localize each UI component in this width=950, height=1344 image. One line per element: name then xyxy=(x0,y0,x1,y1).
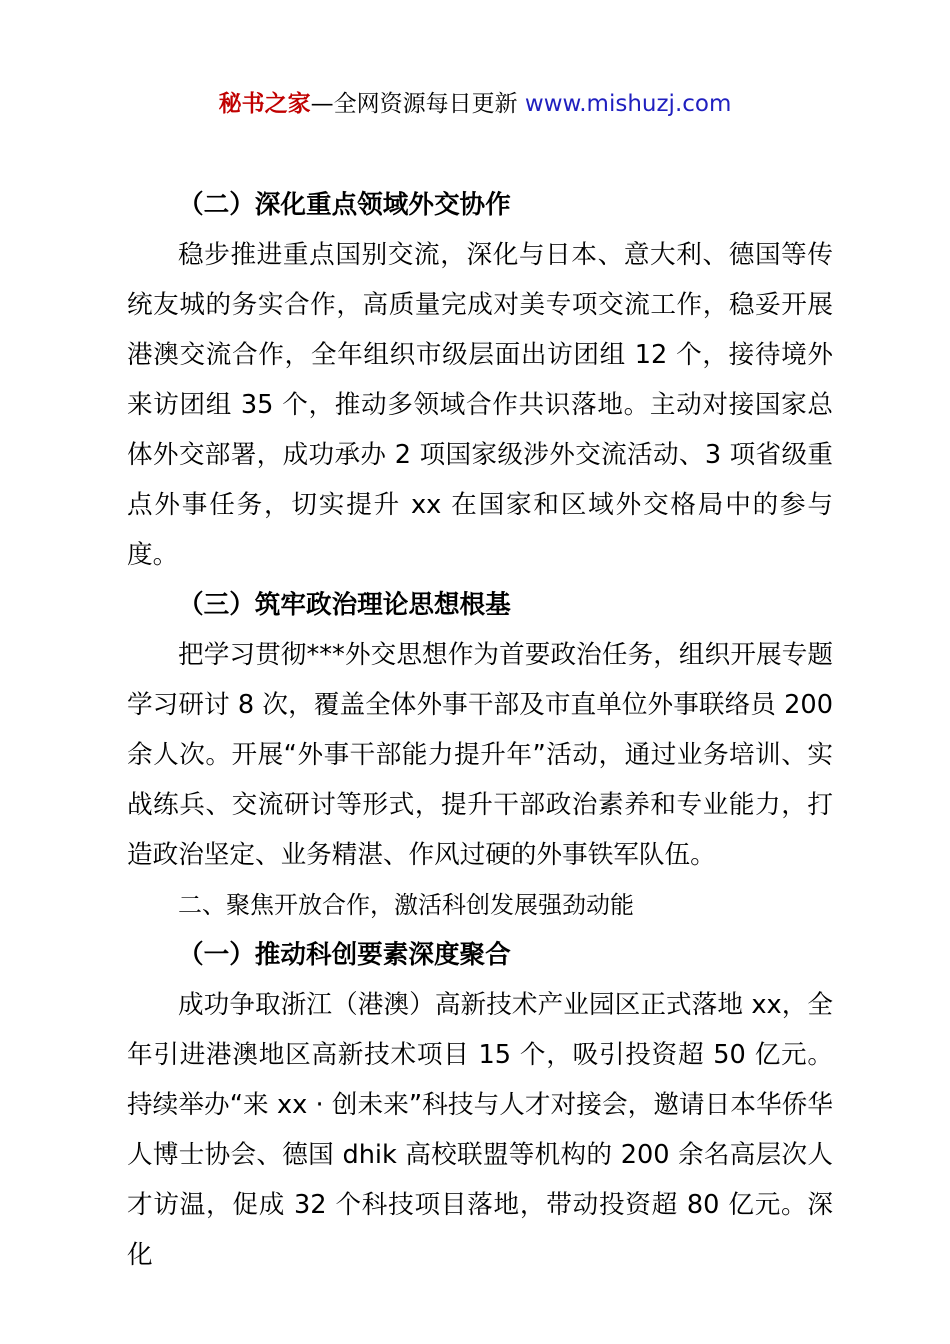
paragraph-innovation-elements: 成功争取浙江（港澳）高新技术产业园区正式落地 xx，全年引进港澳地区高新技术项目 15 个，吸引投资超 50 亿元。持续举办“来 xx · 创未来”科技与人才对接会，邀请日本华侨华人博士协会、德国 dhik 高校联盟等机构的 200 余名高层次人才访温，促成 32 个科技项目落地，带动投资超 80 亿元。深化 xyxy=(127,990,833,1270)
subheading-political-theory: （三）筑牢政治理论思想根基 xyxy=(178,590,511,620)
header-url-link[interactable]: www.mishuzj.com xyxy=(524,91,732,117)
header-tagline: 全网资源每日更新 xyxy=(333,91,525,117)
brand-name: 秘书之家 xyxy=(218,91,311,117)
paragraph-diplomatic-cooperation: 稳步推进重点国别交流，深化与日本、意大利、德国等传统友城的务实合作，高质量完成对美专项交流工作，稳妥开展港澳交流合作，全年组织市级层面出访团组 12 个，接待境外来访团组 35 个，推动多领域合作共识落地。主动对接国家总体外交部署，成功承办 2 项国家级涉外交流活动、3 项省级重点外事任务，切实提升 xx 在国家和区域外交格局中的参与度。 xyxy=(127,240,833,570)
subheading-diplomatic-cooperation: （二）深化重点领域外交协作 xyxy=(178,190,511,220)
document-header xyxy=(0,86,950,122)
paragraph-political-theory: 把学习贯彻***外交思想作为首要政治任务，组织开展专题学习研讨 8 次，覆盖全体外事干部及市直单位外事联络员 200 余人次。开展“外事干部能力提升年”活动，通过业务培训、实战练兵、交流研讨等形式，提升干部政治素养和专业能力，打造政治坚定、业务精湛、作风过硬的外事铁军队伍。 xyxy=(127,640,833,870)
subheading-innovation-elements: （一）推动科创要素深度聚合 xyxy=(178,940,511,970)
section-heading-open-cooperation: 二、聚焦开放合作，激活科创发展强劲动能 xyxy=(178,891,634,919)
document-body xyxy=(127,180,833,1280)
header-dash: — xyxy=(310,91,334,117)
